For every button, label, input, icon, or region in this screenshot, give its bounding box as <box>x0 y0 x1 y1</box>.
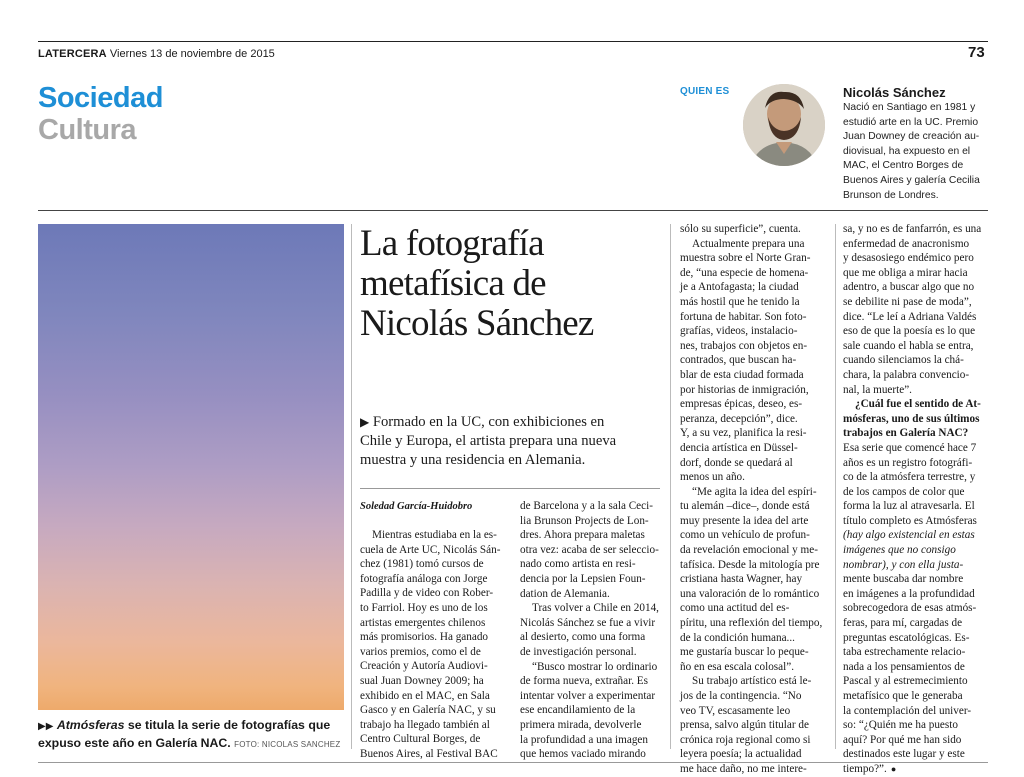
caption-title: Atmósferas <box>56 718 125 732</box>
columns.col1-line: Creación y Autoría Audiovi- <box>360 660 488 673</box>
top-rule <box>38 41 988 42</box>
columns.question_lines-line: mósferas, uno de sus últimos <box>843 412 980 425</box>
columns.col3-line: grafías, videos, instalacio- <box>680 325 798 338</box>
columns.question_lines-line: trabajos en Galería NAC? <box>843 427 969 440</box>
deck-marker-icon: ▶ <box>360 415 370 429</box>
columns.col2-line: ese encandilamiento de la <box>520 704 636 717</box>
header-bottom-rule <box>38 210 988 211</box>
column-divider-2 <box>670 224 671 749</box>
columns.col2-line: lia Brunson Projects de Lon- <box>520 514 649 527</box>
columns.col1-line: to Farriol. Hoy es uno de los <box>360 601 488 614</box>
column-divider-3 <box>835 224 836 749</box>
columns.col3-line: dencia artística en Düssel- <box>680 441 798 454</box>
columns.col4-line: sa, y no es de fanfarrón, es una <box>843 223 982 235</box>
columns.col3-line: crónica roja regional como si <box>680 733 811 746</box>
columns.col3-line: como un vehículo de profun- <box>680 529 810 542</box>
columns.col1-line: más promisorios. Ha ganado <box>360 631 489 644</box>
columns.col4b-line: aquí? Por qué me han sido <box>843 733 962 746</box>
columns.col3-line: como una actitud del es- <box>680 602 790 615</box>
columns.col3-line: nes, trabajos con objetos en- <box>680 339 808 352</box>
columns.col2-line: de Barcelona y a la sala Ceci- <box>520 500 653 512</box>
profile-bio-line: MAC, el Centro Borges de <box>843 160 964 172</box>
profile-bio-line: estudió arte en la UC. Premio <box>843 116 979 128</box>
columns.col4-line: chara, la palabra convencio- <box>843 368 970 381</box>
body-column-4 <box>843 222 990 777</box>
columns.col3-line: empresas épicas, deseo, es- <box>680 398 803 411</box>
columns.col4b-line: taba estrechamente relacio- <box>843 646 966 659</box>
columns.col3-line: contrados, que buscan ha- <box>680 354 797 367</box>
columns.col3-line: je a Antofagasta; la ciudad <box>680 281 799 294</box>
columns.col4b-line: tiempo?”. ● <box>843 762 897 775</box>
columns.col4b-line: nada a los pensamientos de <box>843 660 965 673</box>
masthead-brand: LATERCERA <box>38 48 107 60</box>
columns.col3-line: una valoración de lo romántico <box>680 587 820 600</box>
columns.col1-line: fotografía análoga con Jorge <box>360 572 488 585</box>
columns.col3-line: más hostil que he tenido la <box>680 295 800 308</box>
columns.col3-line: “Me agita la idea del espíri- <box>692 485 817 498</box>
columns.col4b-line: co de la atmósfera terrestre, y <box>843 471 976 484</box>
profile-bio-line: Brunson de Londres. <box>843 189 939 201</box>
caption-line-1: se titula la serie de fotografías que <box>124 718 331 732</box>
columns.col2-line: dencia por la Lepsien Foun- <box>520 572 646 585</box>
columns.col3-line: cristiana hasta Wagner, hay <box>680 573 803 586</box>
columns.col4-line: que me obliga a mirar hacia <box>843 266 968 279</box>
columns.col1-line: varios premios, como el de <box>360 645 481 658</box>
columns.col4-line: y desasosiego endémico pero <box>843 252 974 265</box>
caption-line-2: expuso este año en Galería NAC. <box>38 736 231 750</box>
columns.col4b-line: metafísico que le generaba <box>843 690 963 702</box>
masthead-date: Viernes 13 de noviembre de 2015 <box>109 48 275 60</box>
columns.col2-line: que hemos vaciado mirando <box>520 748 646 761</box>
columns.col4b-line: (hay algo existencial en estas <box>843 529 975 542</box>
columns.col4b-line: Esa serie que comencé hace 7 <box>843 441 977 454</box>
columns.col2-line: dres. Ahora prepara maletas <box>520 529 645 542</box>
profile-bio <box>843 101 993 203</box>
columns.col1-line: sual Juan Downey 2009; ha <box>360 674 484 687</box>
columns.col1-line: artistas emergentes chilenos <box>360 616 486 629</box>
columns.col3-line: prensa, salvo algún titular de <box>680 719 809 732</box>
headline <box>360 224 660 344</box>
columns.col3-line: ño en esa escala colosal”. <box>680 660 794 673</box>
columns.col3-line: Su trabajo artístico está le- <box>692 675 812 688</box>
page-number: 73 <box>968 44 985 61</box>
profile-name: Nicolás Sánchez <box>843 85 946 100</box>
columns.col4b-line: so: “¿Quién me ha puesto <box>843 719 958 732</box>
body-column-2 <box>520 499 666 762</box>
byline-rule <box>360 488 660 489</box>
columns.col3-line: veo TV, escasamente leo <box>680 704 791 717</box>
end-mark-icon: ● <box>890 763 897 774</box>
columns.col1-line: Mientras estudiaba en la es- <box>372 529 497 541</box>
columns.col4b-line: feras, para mí, cargadas de <box>843 617 963 630</box>
columns.col3-line: blar de esta ciudad formada <box>680 368 804 381</box>
columns.col3-line: peranza, decepción”, dice. <box>680 412 798 425</box>
person-portrait-icon <box>743 84 825 166</box>
columns.col3-line: menos un año. <box>680 471 745 484</box>
columns.col2-line: nado como artista en resi- <box>520 558 636 571</box>
columns.col4-line: eso de que la poesía es lo que <box>843 325 976 338</box>
columns.col2-line: “Busco mostrar lo ordinario <box>532 660 658 673</box>
columns.col3-line: da revelación emocional y me- <box>680 544 818 557</box>
photo-credit: FOTO: NICOLAS SANCHEZ <box>234 740 341 749</box>
columns.col4b-line: Pascal y al estremecimiento <box>843 675 968 688</box>
columns.col3-line: Actualmente prepara una <box>692 237 805 250</box>
columns.col4-line: enfermedad de anacronismo <box>843 237 970 250</box>
columns.col3-line: fortuna de habitar. Son foto- <box>680 310 807 323</box>
profile-label: QUIEN ES <box>680 86 730 97</box>
columns.col2-line: Nicolás Sánchez se fue a vivir <box>520 616 656 629</box>
columns.col3-line: muestra sobre el Norte Gran- <box>680 252 811 265</box>
columns.col1-line: Gasco y en Galería NAC, y su <box>360 704 496 717</box>
columns.col3-line: dorf, donde se quedará al <box>680 456 793 469</box>
photo-caption <box>38 717 344 753</box>
columns.col3-line: jos de la contingencia. “No <box>680 690 802 702</box>
headline-line-2: metafísica de <box>360 263 546 304</box>
columns.col1-line: chez (1981) tomó cursos de <box>360 558 484 571</box>
columns.col3-line: me hace daño, no me intere- <box>680 762 807 775</box>
columns.col3-line: de la condición humana... <box>680 631 795 644</box>
columns.col4b-line: mente buscaba dar nombre <box>843 573 964 586</box>
columns.col1-line: exhibido en el MAC, en Sala <box>360 689 490 702</box>
columns.col3-line: sólo su superficie”, cuenta. <box>680 223 801 235</box>
columns.col4b-line: preguntas escatológicas. Es- <box>843 631 970 644</box>
columns.col1-line: Padilla y de video con Rober- <box>360 587 494 600</box>
columns.col4-line: se debilite ni pase de moda”, <box>843 295 972 308</box>
deck <box>360 413 660 470</box>
columns.col1-line: cuela de Arte UC, Nicolás Sán- <box>360 543 501 556</box>
columns.col4b-line: años es un registro fotográfi- <box>843 456 973 469</box>
columns.col2-line: de forma nueva, extrañar. Es <box>520 675 648 688</box>
headline-line-3: Nicolás Sánchez <box>360 303 594 344</box>
caption-marker-icon: ▶▶ <box>38 721 54 732</box>
columns.col4b-line: en imágenes a la profundidad <box>843 587 975 600</box>
columns.col2-line: la profundidad a una imagen <box>520 733 648 746</box>
columns.col3-line: me gustaría buscar lo peque- <box>680 646 809 659</box>
columns.col4b-line: la contemplación del univer- <box>843 704 972 717</box>
columns.col1-line: Centro Cultural Borges, de <box>360 733 481 746</box>
body-column-1 <box>360 528 508 762</box>
profile-bio-line: Buenos Aires y galería Cecilia <box>843 174 980 186</box>
columns.col4b-line: forma la luz al atravesarla. El <box>843 500 975 513</box>
columns.col4b-line: destinados este lugar y este <box>843 748 965 761</box>
columns.col4-line: sale cuando el habla se entra, <box>843 339 974 352</box>
columns.col3-line: de, “una especie de homena- <box>680 266 809 279</box>
columns.col4-line: cuando silenciamos la chá- <box>843 354 964 367</box>
profile-bio-line: diovisual, ha expuesto en el <box>843 145 971 157</box>
masthead <box>38 48 275 60</box>
deck-line-2: Chile y Europa, el artista prepara una nueva <box>360 433 617 449</box>
columns.col4-line: nal, la muerte”. <box>843 383 912 396</box>
byline: Soledad García-Huidobro <box>360 501 473 512</box>
columns.col3-line: por historias de inmigración, <box>680 383 809 396</box>
columns.col2-line: de investigación personal. <box>520 645 637 658</box>
columns.col1-line: Buenos Aires, al Festival BAC <box>360 747 498 760</box>
columns.col3-line: tafísica. Desde la mitología pre <box>680 558 820 571</box>
profile-bio-line: Juan Downey de creación au- <box>843 131 980 143</box>
columns.col4b-line: imágenes que no consigo <box>843 544 956 557</box>
columns.col4b-line: sobrecogedora de esas atmós- <box>843 602 977 615</box>
columns.col3-line: leyera poesía; la actualidad <box>680 748 802 761</box>
columns.col2-line: Tras volver a Chile en 2014, <box>532 602 659 615</box>
body-column-3 <box>680 222 828 777</box>
columns.col3-line: píritu, una reflexión del tiempo, <box>680 617 823 630</box>
columns.col4b-line: de los campos de color que <box>843 485 965 498</box>
columns.col2-line: primera mirada, devolverle <box>520 718 642 731</box>
columns.col2-line: al desierto, como una forma <box>520 631 646 644</box>
section-secondary: Cultura <box>38 114 136 146</box>
columns.col3-line: muy presente la idea del arte <box>680 514 809 527</box>
column-divider-1 <box>351 224 352 749</box>
columns.col2-line: dation de Alemania. <box>520 587 610 600</box>
profile-avatar <box>743 84 825 166</box>
columns.col4b-line: nombrar), y con ella justa- <box>843 558 964 571</box>
columns.col2-line: intentar volver a experimentar <box>520 689 656 702</box>
columns.col3-line: tu alemán –dice–, donde está <box>680 500 810 513</box>
columns.col4b-line: título completo es Atmósferas <box>843 514 977 527</box>
deck-line-1: Formado en la UC, con exhibiciones en <box>372 414 605 430</box>
deck-line-3: muestra y una residencia en Alemania. <box>360 452 586 468</box>
columns.col3-line: Y, a su vez, planifica la resi- <box>680 427 807 440</box>
section-primary: Sociedad <box>38 82 163 114</box>
columns.col2-line: otra vez: acaba de ser seleccio- <box>520 543 659 556</box>
sky-gradient-photo <box>38 224 344 710</box>
profile-bio-line: Nació en Santiago en 1981 y <box>843 102 976 113</box>
columns.col1-line: trabajo ha llegado también al <box>360 718 490 731</box>
columns.col4-line: dice. “Le leí a Adriana Valdés <box>843 310 977 323</box>
columns.question_lines-line: ¿Cuál fue el sentido de At- <box>855 398 981 411</box>
headline-line-1: La fotografía <box>360 223 544 264</box>
columns.col4-line: adentro, a buscar algo que no <box>843 281 975 294</box>
